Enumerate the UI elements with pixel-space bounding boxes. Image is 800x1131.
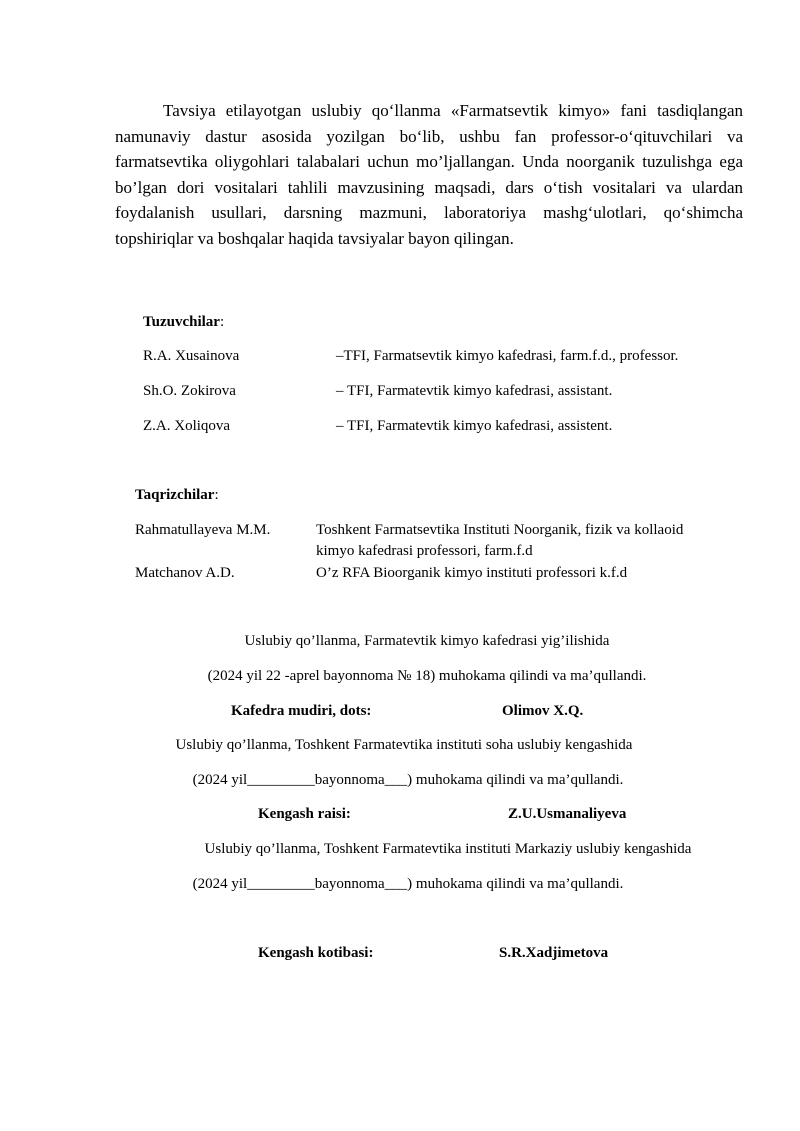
compiler-name: Sh.O. Zokirova xyxy=(143,383,236,399)
central-council-line2: (2024 yil_________bayonnoma___) muhokama qilindi va ma’qullandi. xyxy=(192,876,624,892)
reviewer-role-line1: Toshkent Farmatsevtika Instituti Noorganik, fizik va kollaoid xyxy=(316,522,684,538)
compiler-name: R.A. Xusainova xyxy=(143,348,240,364)
dept-approval-line2: (2024 yil 22 -aprel bayonnoma № 18) muhokama qilindi va ma’qullandi. xyxy=(207,668,647,684)
reviewer-name: Matchanov A.D. xyxy=(135,565,235,581)
secretary-name: S.R.Xadjimetova xyxy=(499,945,609,961)
dept-head-name: Olimov X.Q. xyxy=(502,703,584,719)
compilers-heading xyxy=(143,314,224,331)
dept-approval-line1: Uslubiy qo’llanma, Farmatevtik kimyo kafedrasi yig’ilishida xyxy=(244,633,610,649)
central-council-line1: Uslubiy qo’llanma, Toshkent Farmatevtika instituti Markaziy uslubiy kengashida xyxy=(204,841,692,857)
compiler-role: – TFI, Farmatevtik kimyo kafedrasi, assistent. xyxy=(336,418,613,434)
council-chair-name: Z.U.Usmanaliyeva xyxy=(508,806,627,822)
dept-head-title: Kafedra mudiri, dots: xyxy=(231,703,372,719)
compilers-label: Tuzuvchilar xyxy=(143,314,220,330)
council-approval-line2: (2024 yil_________bayonnoma___) muhokama qilindi va ma’qullandi. xyxy=(192,772,624,788)
secretary-title: Kengash kotibasi: xyxy=(258,945,374,961)
council-chair-title: Kengash raisi: xyxy=(258,806,351,822)
intro-paragraph: Tavsiya etilayotgan uslubiy qo‘llanma «Farmatsevtik kimyo» fani tasdiqlangan namunaviy dastur asosida yozilgan bo‘lib, ushbu fan professor-o‘qituvchilari va farmatsevtika oliygohlari talabalari uchun mo’ljallangan. Unda noorganik tuzulishga ega bo’lgan dori vositalari tahlili mavzusining maqsadi, dars o‘tish vositalari va ulardan foydalanish usullari, darsning mazmuni, laboratoriya mashg‘ulotlari, qo‘shimcha topshiriqlar va boshqalar haqida tavsiyalar bayon qilingan. xyxy=(115,101,743,248)
reviewer-role-line1: O’z RFA Bioorganik kimyo instituti professori k.f.d xyxy=(316,565,628,581)
reviewers-colon: : xyxy=(214,487,219,503)
reviewer-role-line2: kimyo kafedrasi professori, farm.f.d xyxy=(316,543,533,559)
reviewers-heading xyxy=(135,487,219,504)
council-approval-line1: Uslubiy qo’llanma, Toshkent Farmatevtika instituti soha uslubiy kengashida xyxy=(175,737,633,753)
reviewers-label: Taqrizchilar xyxy=(135,487,215,503)
reviewer-name: Rahmatullayeva M.M. xyxy=(135,522,271,538)
compiler-role: –TFI, Farmatsevtik kimyo kafedrasi, farm.f.d., professor. xyxy=(336,348,679,364)
compiler-role: – TFI, Farmatevtik kimyo kafedrasi, assistant. xyxy=(336,383,613,399)
compiler-name: Z.A. Xoliqova xyxy=(143,418,231,434)
compilers-colon: : xyxy=(219,314,225,330)
